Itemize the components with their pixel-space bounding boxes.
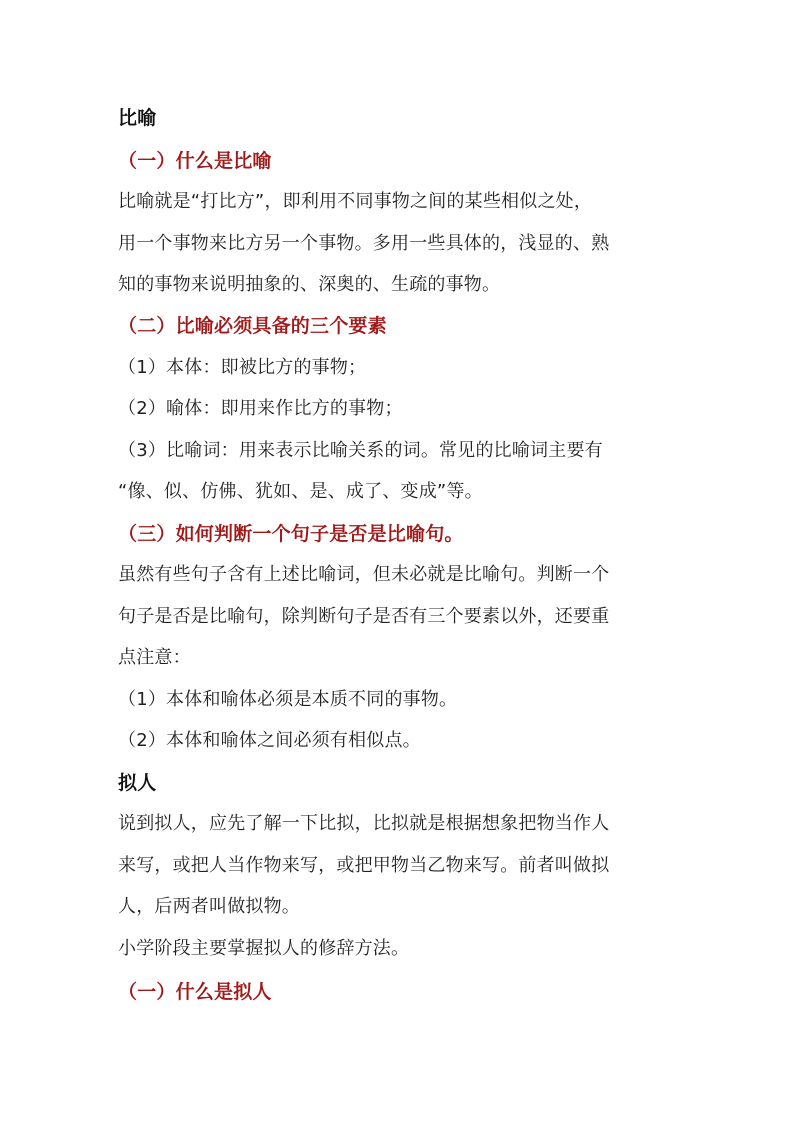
paragraph-line: 来写，或把人当作物来写，或把甲物当乙物来写。前者叫做拟 — [118, 855, 610, 876]
list-item: （1）本体：即被比方的事物； — [118, 357, 367, 378]
subheading-what-is-personification: （一）什么是拟人 — [118, 981, 272, 1003]
subheading-what-is-simile: （一）什么是比喻 — [118, 150, 272, 172]
subheading-how-to-judge: （三）如何判断一个句子是否是比喻句。 — [118, 523, 464, 545]
paragraph-line: 比喻就是“打比方”，即利用不同事物之间的某些相似之处， — [118, 191, 593, 212]
heading-simile: 比喻 — [118, 107, 157, 129]
paragraph-line: “像、似、仿佛、犹如、是、成了、变成”等。 — [118, 481, 483, 502]
list-item: （2）本体和喻体之间必须有相似点。 — [118, 730, 421, 751]
paragraph-line: 人，后两者叫做拟物。 — [118, 896, 300, 917]
paragraph-line: 知的事物来说明抽象的、深奥的、生疏的事物。 — [118, 274, 501, 295]
paragraph-line: 虽然有些句子含有上述比喻词，但未必就是比喻句。判断一个 — [118, 564, 610, 585]
paragraph-line: 点注意： — [118, 647, 191, 668]
paragraph-line: 小学阶段主要掌握拟人的修辞方法。 — [118, 938, 410, 959]
paragraph-line: 句子是否是比喻句，除判断句子是否有三个要素以外，还要重 — [118, 606, 610, 627]
list-item: （2）喻体：即用来作比方的事物； — [118, 398, 403, 419]
subheading-three-elements: （二）比喻必须具备的三个要素 — [118, 315, 387, 337]
heading-personification: 拟人 — [118, 772, 157, 794]
paragraph-line: 用一个事物来比方另一个事物。多用一些具体的，浅显的、熟 — [118, 233, 610, 254]
paragraph-line: 说到拟人，应先了解一下比拟，比拟就是根据想象把物当作人 — [118, 813, 610, 834]
list-item: （3）比喻词：用来表示比喻关系的词。常见的比喻词主要有 — [118, 440, 603, 461]
list-item: （1）本体和喻体必须是本质不同的事物。 — [118, 689, 458, 710]
